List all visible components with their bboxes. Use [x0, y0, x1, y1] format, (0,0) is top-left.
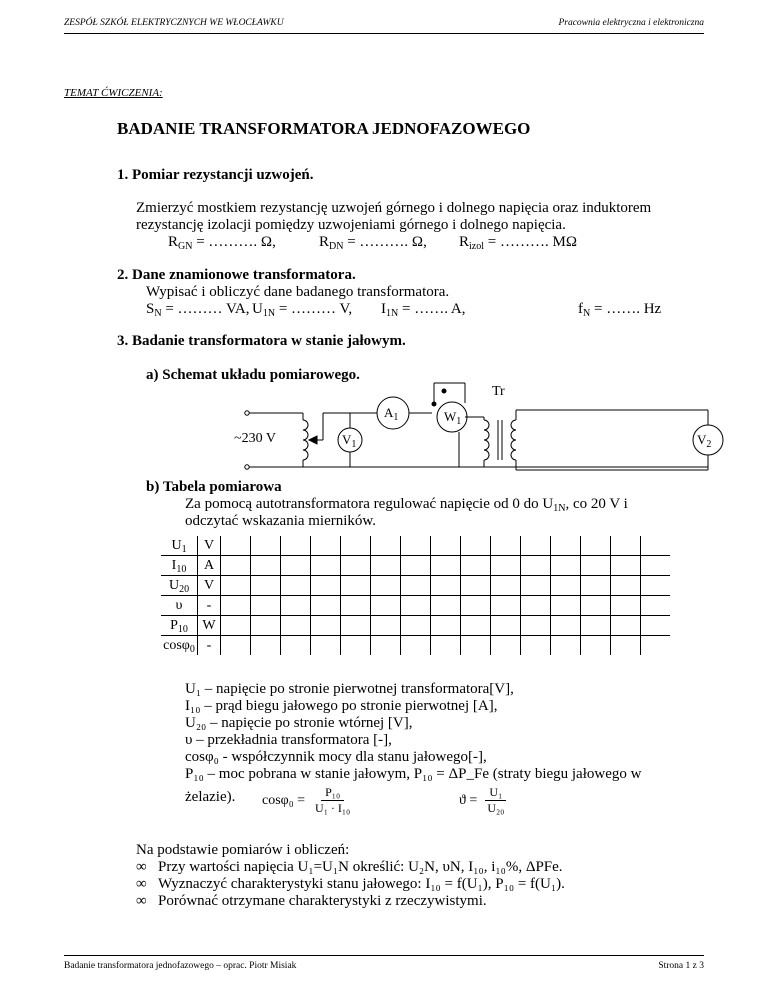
conclusion-item-3: ∞ Porównać otrzymane charakterystyki z rzeczywistymi.	[136, 893, 487, 909]
table-cell	[551, 556, 581, 576]
transformer-primary	[484, 420, 489, 460]
a1-label: $A_1$	[384, 405, 399, 423]
section1-heading: 1. Pomiar rezystancji uzwojeń.	[117, 167, 314, 183]
table-cell	[611, 576, 641, 596]
section2-heading: 2. Dane znamionowe transformatora.	[117, 267, 356, 283]
table-cell	[221, 616, 251, 636]
table-cell	[461, 596, 491, 616]
table-cell	[251, 616, 281, 636]
table-cell	[431, 596, 461, 616]
sn-field: $S_N$ = ……… VA,	[146, 301, 250, 319]
legend-p10: P₁₀ – moc pobrana w stanie jałowym, P₁₀ = ΔP_Fe (straty biegu jałowego w	[185, 766, 642, 782]
table-cell	[281, 596, 311, 616]
table-cell	[611, 636, 641, 656]
table-cell	[221, 536, 251, 556]
table-cell	[221, 576, 251, 596]
table-cell	[341, 556, 371, 576]
section3a-heading: a) Schemat układu pomiarowego.	[146, 367, 360, 383]
table-cell	[461, 536, 491, 556]
section3b-text-1: Za pomocą autotransformatora regulować napięcie od 0 do $U_{1N}$, co 20 V i	[185, 496, 628, 514]
table-cell	[521, 636, 551, 656]
table-cell	[611, 536, 641, 556]
table-cell	[281, 556, 311, 576]
table-cell	[581, 576, 611, 596]
row-label: cosφ$_0$	[161, 636, 198, 656]
table-row	[161, 576, 670, 596]
table-row	[161, 556, 670, 576]
r-dn-field: $R_{DN}$ = ………. Ω,	[319, 234, 427, 252]
table-cell	[281, 636, 311, 656]
table-cell	[611, 616, 641, 636]
table-cell	[551, 596, 581, 616]
table-cell	[221, 556, 251, 576]
footer-page: Strona 1 z 3	[658, 961, 704, 971]
table-cell	[221, 596, 251, 616]
table-cell	[311, 556, 341, 576]
row-label: $U_1$	[161, 536, 198, 556]
table-cell	[491, 596, 521, 616]
table-cell	[281, 576, 311, 596]
legend-u20: U₂₀ – napięcie po stronie wtórnej [V],	[185, 715, 413, 731]
table-cell	[311, 596, 341, 616]
table-cell	[341, 536, 371, 556]
legend-cosphi: cosφ₀ - współczynnik mocy dla stanu jałowego[-],	[185, 749, 487, 765]
table-cell	[611, 596, 641, 616]
table-cell	[371, 556, 401, 576]
r-gn-field: $R_{GN}$ = ………. Ω,	[168, 234, 276, 252]
table-cell	[551, 536, 581, 556]
table-cell	[461, 556, 491, 576]
transformer-secondary	[511, 420, 516, 460]
table-cell	[641, 616, 671, 636]
table-cell	[491, 536, 521, 556]
row-unit: W	[198, 616, 221, 636]
formula-ratio: ϑ = $\frac{\text{U₁}}{\text{U₂₀}}$	[459, 785, 505, 815]
formula-cosphi: cosφ₀ = $\frac{\text{P₁₀}}{\text{U₁ · I₁₀}}$	[262, 785, 351, 815]
row-unit: A	[198, 556, 221, 576]
table-cell	[611, 556, 641, 576]
table-cell	[431, 576, 461, 596]
table-row	[161, 636, 670, 656]
row-label: $P_{10}$	[161, 616, 198, 636]
footer-title: Badanie transformatora jednofazowego – oprac. Piotr Misiak	[64, 961, 297, 971]
table-cell	[581, 556, 611, 576]
table-cell	[491, 636, 521, 656]
table-cell	[401, 636, 431, 656]
row-label: $U_{20}$	[161, 576, 198, 596]
table-cell	[311, 576, 341, 596]
conclusions-intro: Na podstawie pomiarów i obliczeń:	[136, 842, 350, 858]
table-cell	[641, 556, 671, 576]
v2-label: $V_2$	[697, 432, 712, 450]
table-cell	[491, 616, 521, 636]
table-cell	[521, 596, 551, 616]
row-label: υ	[161, 596, 198, 616]
table-cell	[221, 636, 251, 656]
table-cell	[401, 556, 431, 576]
source-label: ~230 V	[234, 431, 276, 446]
measurement-table	[161, 536, 670, 655]
table-cell	[551, 576, 581, 596]
legend-i10: I₁₀ – prąd biegu jałowego po stronie pierwotnej [A],	[185, 698, 498, 714]
footer-rule	[64, 955, 704, 956]
table-cell	[251, 576, 281, 596]
table-cell	[431, 536, 461, 556]
table-cell	[641, 596, 671, 616]
table-cell	[461, 576, 491, 596]
table-cell	[641, 576, 671, 596]
table-cell	[551, 616, 581, 636]
table-cell	[431, 556, 461, 576]
table-cell	[431, 636, 461, 656]
table-cell	[641, 536, 671, 556]
autotransformer-coil	[303, 420, 308, 460]
section2-text: Wypisać i obliczyć dane badanego transformatora.	[146, 284, 450, 300]
table-cell	[461, 616, 491, 636]
table-cell	[461, 636, 491, 656]
table-cell	[281, 536, 311, 556]
table-cell	[341, 636, 371, 656]
table-cell	[311, 536, 341, 556]
row-unit: V	[198, 576, 221, 596]
header-school: ZESPÓŁ SZKÓŁ ELEKTRYCZNYCH WE WŁOCŁAWKU	[64, 18, 284, 28]
table-row	[161, 616, 670, 636]
table-cell	[521, 616, 551, 636]
i1n-field: $I_{1N}$ = ……. A,	[381, 301, 466, 319]
legend-u1: U₁ – napięcie po stronie pierwotnej transformatora[V],	[185, 681, 514, 697]
row-label: $I_{10}$	[161, 556, 198, 576]
w1-label: $W_1$	[444, 409, 462, 427]
table-cell	[551, 636, 581, 656]
table-cell	[521, 536, 551, 556]
row-unit: -	[198, 636, 221, 656]
table-cell	[521, 556, 551, 576]
header-lab: Pracownia elektryczna i elektroniczna	[558, 18, 704, 28]
row-unit: -	[198, 596, 221, 616]
table-cell	[281, 616, 311, 636]
table-cell	[341, 596, 371, 616]
section1-text-2: rezystancję izolacji pomiędzy uzwojeniami górnego i dolnego napięcia.	[136, 217, 566, 233]
section3-heading: 3. Badanie transformatora w stanie jałowym.	[117, 333, 406, 349]
table-cell	[521, 576, 551, 596]
r-izol-field: $R_{izol}$ = ………. MΩ	[459, 234, 577, 252]
row-unit: V	[198, 536, 221, 556]
terminal-bottom	[245, 465, 249, 469]
table-cell	[251, 556, 281, 576]
table-cell	[401, 596, 431, 616]
table-cell	[641, 636, 671, 656]
table-cell	[341, 576, 371, 596]
conclusion-item-1: ∞ Przy wartości napięcia U₁=U₁N określić: U₂N, υN, I₁₀, i₁₀%, ΔPFe.	[136, 859, 563, 875]
tr-label: Tr	[492, 384, 505, 399]
table-cell	[491, 576, 521, 596]
table-cell	[401, 616, 431, 636]
table-cell	[581, 616, 611, 636]
page-title: BADANIE TRANSFORMATORA JEDNOFAZOWEGO	[117, 119, 531, 138]
table-cell	[371, 576, 401, 596]
table-cell	[581, 536, 611, 556]
table-cell	[581, 596, 611, 616]
table-cell	[491, 556, 521, 576]
legend-ratio: υ – przekładnia transformatora [-],	[185, 732, 392, 748]
table-cell	[581, 636, 611, 656]
topic-label: TEMAT ĆWICZENIA:	[64, 87, 163, 99]
table-cell	[401, 536, 431, 556]
v1-label: $V_1$	[342, 432, 357, 450]
section1-text-1: Zmierzyć mostkiem rezystancję uzwojeń górnego i dolnego napięcia oraz induktorem	[136, 200, 652, 216]
section3b-text-2: odczytać wskazania mierników.	[185, 513, 377, 529]
u1n-field: $U_{1N}$ = ……… V,	[252, 301, 353, 319]
terminal-top	[245, 411, 249, 415]
table-cell	[401, 576, 431, 596]
slider-arrow	[309, 436, 317, 444]
table-cell	[311, 636, 341, 656]
conclusion-item-2: ∞ Wyznaczyć charakterystyki stanu jałowego: I₁₀ = f(U₁), P₁₀ = f(U₁).	[136, 876, 565, 892]
legend-zelazie: żelazie).	[185, 789, 236, 805]
section3b-heading: b) Tabela pomiarowa	[146, 479, 282, 495]
table-cell	[251, 596, 281, 616]
table-cell	[371, 536, 401, 556]
table-cell	[311, 616, 341, 636]
table-cell	[371, 596, 401, 616]
table-cell	[251, 536, 281, 556]
table-cell	[341, 616, 371, 636]
table-cell	[251, 636, 281, 656]
table-cell	[371, 616, 401, 636]
table-cell	[431, 616, 461, 636]
table-row	[161, 596, 670, 616]
fn-field: $f_N$ = ……. Hz	[578, 301, 662, 319]
table-row	[161, 536, 670, 556]
table-cell	[371, 636, 401, 656]
